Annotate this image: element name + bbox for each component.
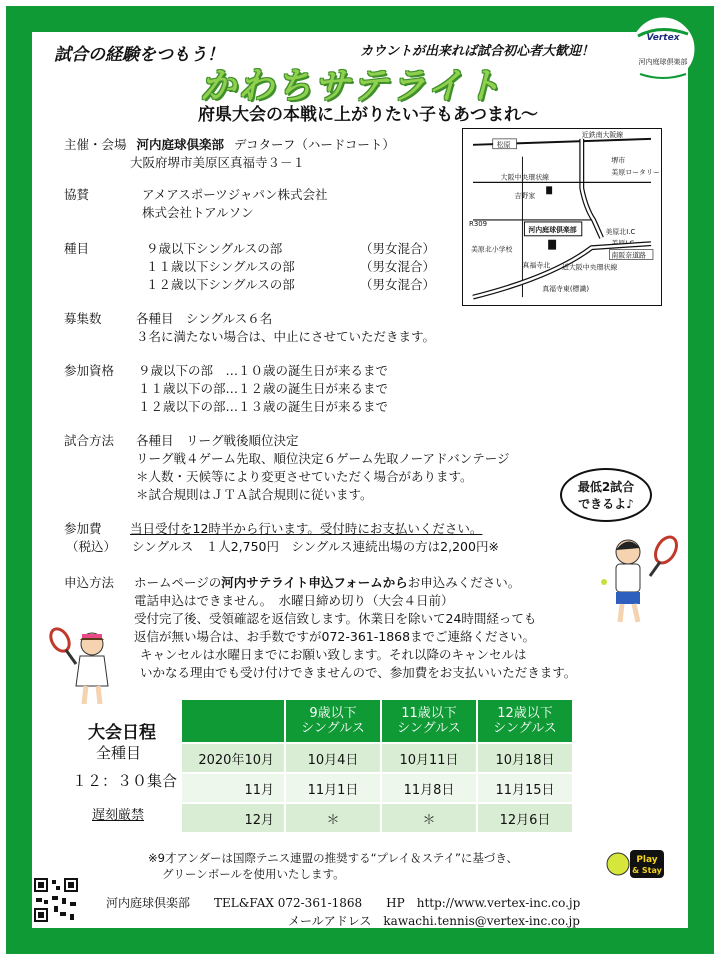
format-label: 試合方法 bbox=[64, 433, 115, 448]
host-name: 河内庭球倶楽部 bbox=[136, 137, 225, 152]
girl-tennis-player-icon bbox=[44, 624, 124, 708]
table-cell: 12月6日 bbox=[477, 803, 573, 833]
qr-code-icon[interactable] bbox=[32, 876, 80, 924]
host-address: 大阪府堺市美原区真福寺３－１ bbox=[130, 155, 306, 170]
bubble-line: 最低2試合 bbox=[577, 480, 635, 494]
table-cell: 10月18日 bbox=[477, 743, 573, 773]
sponsor-line: 株式会社トアルソン bbox=[142, 205, 254, 220]
schedule-title: 大会日程 bbox=[88, 723, 156, 743]
format-line: ＊人数・天候等により変更させていただく場合があります。 bbox=[136, 469, 473, 484]
event-note: （男女混合） bbox=[360, 277, 436, 292]
map-label: 松原 bbox=[496, 140, 511, 149]
row-header: 2020年10月 bbox=[181, 743, 285, 773]
note-line: グリーンボールを使用いたします。 bbox=[162, 867, 345, 881]
main-title: かわちサテライト bbox=[200, 66, 503, 107]
svg-text:Play: Play bbox=[636, 855, 658, 865]
host-row bbox=[64, 136, 395, 154]
table-cell: ＊ bbox=[285, 803, 381, 833]
bubble-line: できるよ♪ bbox=[578, 497, 634, 511]
svg-text:河内庭球倶楽部: 河内庭球倶楽部 bbox=[638, 58, 688, 66]
eligibility-line: １２歳以下の部…１３歳の誕生日が来るまで bbox=[138, 399, 389, 414]
play-stay-note bbox=[148, 850, 518, 882]
apply-line bbox=[134, 574, 520, 592]
table-cell: 10月11日 bbox=[381, 743, 477, 773]
footer-contact: 河内庭球倶楽部 TEL&FAX 072-361-1868 HP http://www.vertex-inc.co.jp bbox=[106, 896, 581, 910]
row-header: 11月 bbox=[181, 773, 285, 803]
map-label: 美原I.C bbox=[611, 239, 635, 248]
speech-bubble bbox=[560, 468, 652, 522]
fee-label: 参加費 bbox=[64, 521, 102, 536]
row-header: 12月 bbox=[181, 803, 285, 833]
column-header: 12歳以下 シングルス bbox=[477, 699, 573, 743]
schedule-time: １２：３０集合 bbox=[72, 772, 178, 790]
format-line: ＊試合規則はＪＴＡ試合規則に従います。 bbox=[136, 487, 373, 502]
schedule-warning: 遅刻厳禁 bbox=[92, 808, 145, 823]
table-row bbox=[181, 743, 573, 773]
map-label: 真福寺東(標識) bbox=[542, 285, 590, 294]
svg-text:& Stay: & Stay bbox=[632, 866, 662, 875]
map-label: R309 bbox=[469, 219, 488, 228]
map-label: 河内庭球倶楽部 bbox=[528, 225, 577, 234]
format-line: 各種目 リーグ戦後順位決定 bbox=[136, 433, 299, 448]
apply-line: キャンセルは水曜日までにお願い致します。それ以降のキャンセルは bbox=[140, 647, 527, 662]
fee-label-tax: （税込） bbox=[66, 539, 117, 554]
column-header: 9歳以下 シングルス bbox=[285, 699, 381, 743]
apply-form-link[interactable]: 河内サテライト申込フォームから bbox=[221, 575, 408, 590]
table-row bbox=[181, 803, 573, 833]
table-cell: 11月8日 bbox=[381, 773, 477, 803]
map-label: 美原北小学校 bbox=[471, 245, 513, 254]
eligibility-line: ９歳以下の部 …１０歳の誕生日が来るまで bbox=[138, 363, 389, 378]
map-label: 大阪中央環状線 bbox=[500, 173, 550, 182]
table-row bbox=[181, 773, 573, 803]
sponsor-line: アメアスポーツジャパン株式会社 bbox=[142, 187, 328, 202]
fee-line: 当日受付を12時半から行います。受付時にお支払いください。 bbox=[130, 521, 483, 536]
play-and-stay-logo-icon bbox=[606, 846, 666, 882]
host-court: デコターフ（ハードコート） bbox=[234, 137, 395, 152]
apply-label: 申込方法 bbox=[64, 575, 115, 590]
events-label: 種目 bbox=[64, 241, 90, 256]
fee-line: シングルス １人2,750円 シングルス連続出場の方は2,200円※ bbox=[132, 539, 499, 554]
svg-text:Vertex: Vertex bbox=[646, 33, 680, 43]
map-label: 南阪奈道路 bbox=[611, 251, 646, 260]
note-line: ※9才アンダーは国際テニス連盟の推奨する“プレイ＆ステイ”に基づき、 bbox=[148, 851, 518, 865]
event-name: １２歳以下シングルスの部 bbox=[146, 277, 295, 292]
map-label: 美原北I.C bbox=[605, 227, 636, 236]
headline-right: カウントが出来れば試合初心者大歓迎！ bbox=[360, 44, 595, 59]
map-label: 近大阪中央環状線 bbox=[562, 263, 618, 272]
apply-text: お申込みください。 bbox=[407, 575, 521, 590]
eligibility-line: １１歳以下の部…１２歳の誕生日が来るまで bbox=[138, 381, 389, 396]
apply-text: ホームページの bbox=[134, 575, 222, 590]
event-note: （男女混合） bbox=[360, 241, 436, 256]
vertex-logo-icon bbox=[630, 16, 696, 82]
capacity-line: 各種目 シングルス６名 bbox=[136, 311, 273, 326]
sponsor-label: 協賛 bbox=[64, 187, 90, 202]
boy-tennis-player-icon bbox=[598, 530, 690, 630]
access-map bbox=[462, 128, 662, 306]
map-label: 近鉄南大阪線 bbox=[581, 130, 624, 139]
apply-line: 電話申込はできません。 水曜日締め切り（大会４日前） bbox=[134, 593, 454, 608]
map-label: 堺市 bbox=[611, 156, 626, 165]
event-name: ９歳以下シングルスの部 bbox=[146, 241, 283, 256]
table-cell: 11月15日 bbox=[477, 773, 573, 803]
capacity-line: ３名に満たない場合は、中止にさせていただきます。 bbox=[136, 329, 436, 344]
subtitle: 府県大会の本戦に上がりたい子もあつまれ～ bbox=[198, 105, 538, 125]
event-name: １１歳以下シングルスの部 bbox=[146, 259, 295, 274]
schedule-table bbox=[180, 698, 574, 834]
host-label: 主催・会場 bbox=[64, 137, 127, 152]
apply-line: 受付完了後、受領確認を返信致します。休業日を除いて24時間経っても bbox=[134, 611, 537, 626]
format-line: リーグ戦４ゲーム先取、順位決定６ゲーム先取ノーアドバンテージ bbox=[136, 451, 510, 466]
table-cell: ＊ bbox=[381, 803, 477, 833]
apply-line: いかなる理由でも受け付けできませんので、参加費をお支払いいただきます。 bbox=[140, 665, 577, 680]
table-corner bbox=[181, 699, 285, 743]
map-label: 美原ロータリー bbox=[611, 168, 660, 177]
table-cell: 11月1日 bbox=[285, 773, 381, 803]
apply-line: 返信が無い場合は、お手数ですが072-361-1868までご連絡ください。 bbox=[134, 629, 536, 644]
event-note: （男女混合） bbox=[360, 259, 436, 274]
map-label: 吉野家 bbox=[514, 192, 536, 201]
headline-left: 試合の経験をつもう！ bbox=[54, 45, 224, 65]
column-header: 11歳以下 シングルス bbox=[381, 699, 477, 743]
footer-email: メールアドレス kawachi.tennis@vertex-inc.co.jp bbox=[288, 914, 580, 928]
schedule-sub: 全種目 bbox=[96, 744, 142, 762]
map-label: 真福寺北 bbox=[522, 261, 551, 270]
eligibility-label: 参加資格 bbox=[64, 363, 115, 378]
table-cell: 10月4日 bbox=[285, 743, 381, 773]
capacity-label: 募集数 bbox=[64, 311, 102, 326]
table-header-row bbox=[181, 699, 573, 743]
